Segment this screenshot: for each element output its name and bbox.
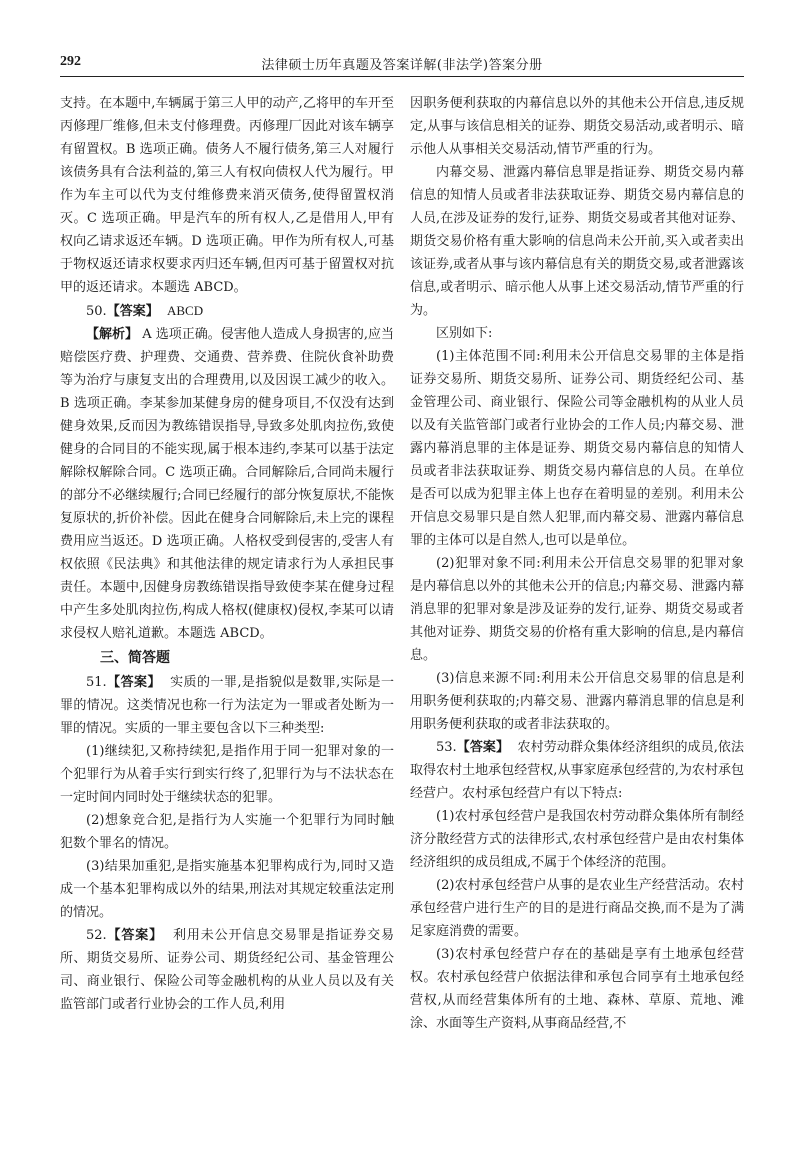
analysis-50 xyxy=(60,323,394,645)
list-item: (3)信息来源不同:利用未公开信息交易罪的信息是利用职务便利获取的;内幕交易、泄露内幕消息罪的信息是利用职务便利获取的或者非法获取的。 xyxy=(410,671,744,732)
answer-53 xyxy=(410,736,744,805)
list-item: (3)结果加重犯,是指实施基本犯罪构成行为,同时又造成一个基本犯罪构成以外的结果,刑法对其规定较重法定刑的情况。 xyxy=(60,859,394,920)
paragraph-49-continuation: 支持。在本题中,车辆属于第三人甲的动产,乙将甲的车开至丙修理厂维修,但未支付修理费。丙修理厂因此对该车辆享有留置权。B 选项正确。债务人不履行债务,第三人对履行该债务具有合法利益的,第三人有权向债权人代为履行。甲作为车主可以代为支付维修费来消灭债务,使得留置权消灭。C 选项正确。甲是汽车的所有权人,乙是借用人,甲有权向乙请求返还车辆。D 选项正确。甲作为所有权人,可基于物权返还请求权要求丙归还车辆,但丙可基于留置权对抗甲的返还请求。本题选 ABCD。 xyxy=(60,96,394,295)
analysis-text: A 选项正确。侵害他人造成人身损害的,应当赔偿医疗费、护理费、交通费、营养费、住院伙食补助费等为治疗与康复支出的合理费用,以及因误工减少的收入。B 选项正确。李某参加某健身房的健身项目,不仅没有达到健身效果,反而因为教练错误指导,导致多处肌肉拉伤,致使健身的合同目的不能实现,属于根本违约,李某可以基于法定解除权解除合同。C 选项正确。合同解除后,合同尚未履行的部分不必继续履行;合同已经履行的部分恢复原状,不能恢复原状的,折价补偿。因此在健身合同解除后,未上完的课程费用应当返还。D 选项正确。人格权受到侵害的,受害人有权依照《民法典》和其他法律的规定请求行为人承担民事责任。本题中,因健身房教练错误指导致使李某在健身过程中产生多处肌肉拉伤,构成人格权(健康权)侵权,李某可以请求侵权人赔礼道歉。本题选 ABCD。 xyxy=(60,327,394,641)
running-title: 法律硕士历年真题及答案详解(非法学)答案分册 xyxy=(261,58,543,73)
answer-text: 实质的一罪,是指貌似是数罪,实际是一罪的情况。这类情况也称一行为法定为一罪或者处断为一罪的情况。实质的一罪主要包含以下三种类型: xyxy=(60,675,394,736)
answer-52-continuation: 因职务便利获取的内幕信息以外的其他未公开信息,违反规定,从事与该信息相关的证券、期货交易活动,或者明示、暗示他人从事相关交易活动,情节严重的行为。 xyxy=(410,96,744,157)
difference-heading: 区别如下: xyxy=(436,326,493,341)
answer-51 xyxy=(60,671,394,740)
analysis-label: 【解析】 xyxy=(86,327,139,342)
list-item: (3)农村承包经营户存在的基础是享有土地承包经营权。农村承包经营户依据法律和承包合同享有土地承包经营权,从而经营集体所有的土地、森林、草原、荒地、滩涂、水面等生产资料,从事商品经营,不 xyxy=(410,947,744,1031)
question-number: 52. xyxy=(86,928,107,943)
answer-text: 利用未公开信息交易罪是指证券交易所、期货交易所、证券公司、期货经纪公司、基金管理公司、商业银行、保险公司等金融机构的从业人员以及有关监管部门或者行业协会的工作人员,利用 xyxy=(60,928,394,1012)
question-number: 50. xyxy=(86,304,107,319)
list-item: (2)想象竞合犯,是指行为人实施一个犯罪行为同时触犯数个罪名的情况。 xyxy=(60,813,394,851)
answer-50 xyxy=(60,299,394,323)
section-heading: 三、简答题 xyxy=(100,650,170,666)
right-column xyxy=(410,92,744,1035)
list-item: (1)继续犯,又称持续犯,是指作用于同一犯罪对象的一个犯罪行为从着手实行到实行终了,犯罪行为与不法状态在一定时间内同时处于继续状态的犯罪。 xyxy=(60,744,394,805)
left-column xyxy=(60,92,394,1016)
answer-52 xyxy=(60,924,394,1016)
list-item: (2)犯罪对象不同:利用未公开信息交易罪的犯罪对象是内幕信息以外的其他未公开的信息;内幕交易、泄露内幕消息罪的犯罪对象是涉及证券的发行,证券、期货交易或者其他对证券、期货交易的价格有重大影响的信息,是内幕信息。 xyxy=(410,556,744,663)
answer-label: 【答案】 xyxy=(106,675,161,690)
question-number: 53. xyxy=(436,740,457,755)
answer-value: ABCD xyxy=(166,303,204,318)
page-header xyxy=(60,52,744,77)
answer-label: 【答案】 xyxy=(106,928,164,943)
question-number: 51. xyxy=(86,675,107,690)
answer-text: 农村劳动群众集体经济组织的成员,依法取得农村土地承包经营权,从事家庭承包经营的,为农村承包经营户。农村承包经营户有以下特点: xyxy=(410,740,745,801)
answer-52-paragraph: 内幕交易、泄露内幕信息罪是指证券、期货交易内幕信息的知情人员或者非法获取证券、期货交易内幕信息的人员,在涉及证券的发行,证券、期货交易或者其他对证券、期货交易价格有重大影响的信息尚未公开前,买入或者卖出该证券,或者从事与该内幕信息有关的期货交易,或者泄露该信息,或者明示、暗示他人从事上述交易活动,情节严重的行为。 xyxy=(410,165,744,318)
list-item: (1)主体范围不同:利用未公开信息交易罪的主体是指证券交易所、期货交易所、证券公司、期货经纪公司、基金管理公司、商业银行、保险公司等金融机构的从业人员以及有关监管部门或者行业协会的工作人员;内幕交易、泄露内幕消息罪的主体是证券、期货交易内幕信息的知情人员或者非法获取证券、期货交易内幕信息的人员。在单位是否可以成为犯罪主体上也存在着明显的差别。利用未公开信息交易罪只是自然人犯罪,而内幕交易、泄露内幕信息罪的主体可以是自然人,也可以是单位。 xyxy=(410,349,744,548)
answer-label: 【答案】 xyxy=(106,304,159,319)
list-item: (2)农村承包经营户从事的是农业生产经营活动。农村承包经营户进行生产的目的是进行商品交换,而不是为了满足家庭消费的需要。 xyxy=(410,878,744,939)
page-number: 292 xyxy=(60,54,81,69)
answer-label: 【答案】 xyxy=(456,740,510,755)
list-item: (1)农村承包经营户是我国农村劳动群众集体所有制经济分散经营方式的法律形式,农村承包经营户是由农村集体经济组织的成员组成,不属于个体经济的范围。 xyxy=(410,809,744,870)
